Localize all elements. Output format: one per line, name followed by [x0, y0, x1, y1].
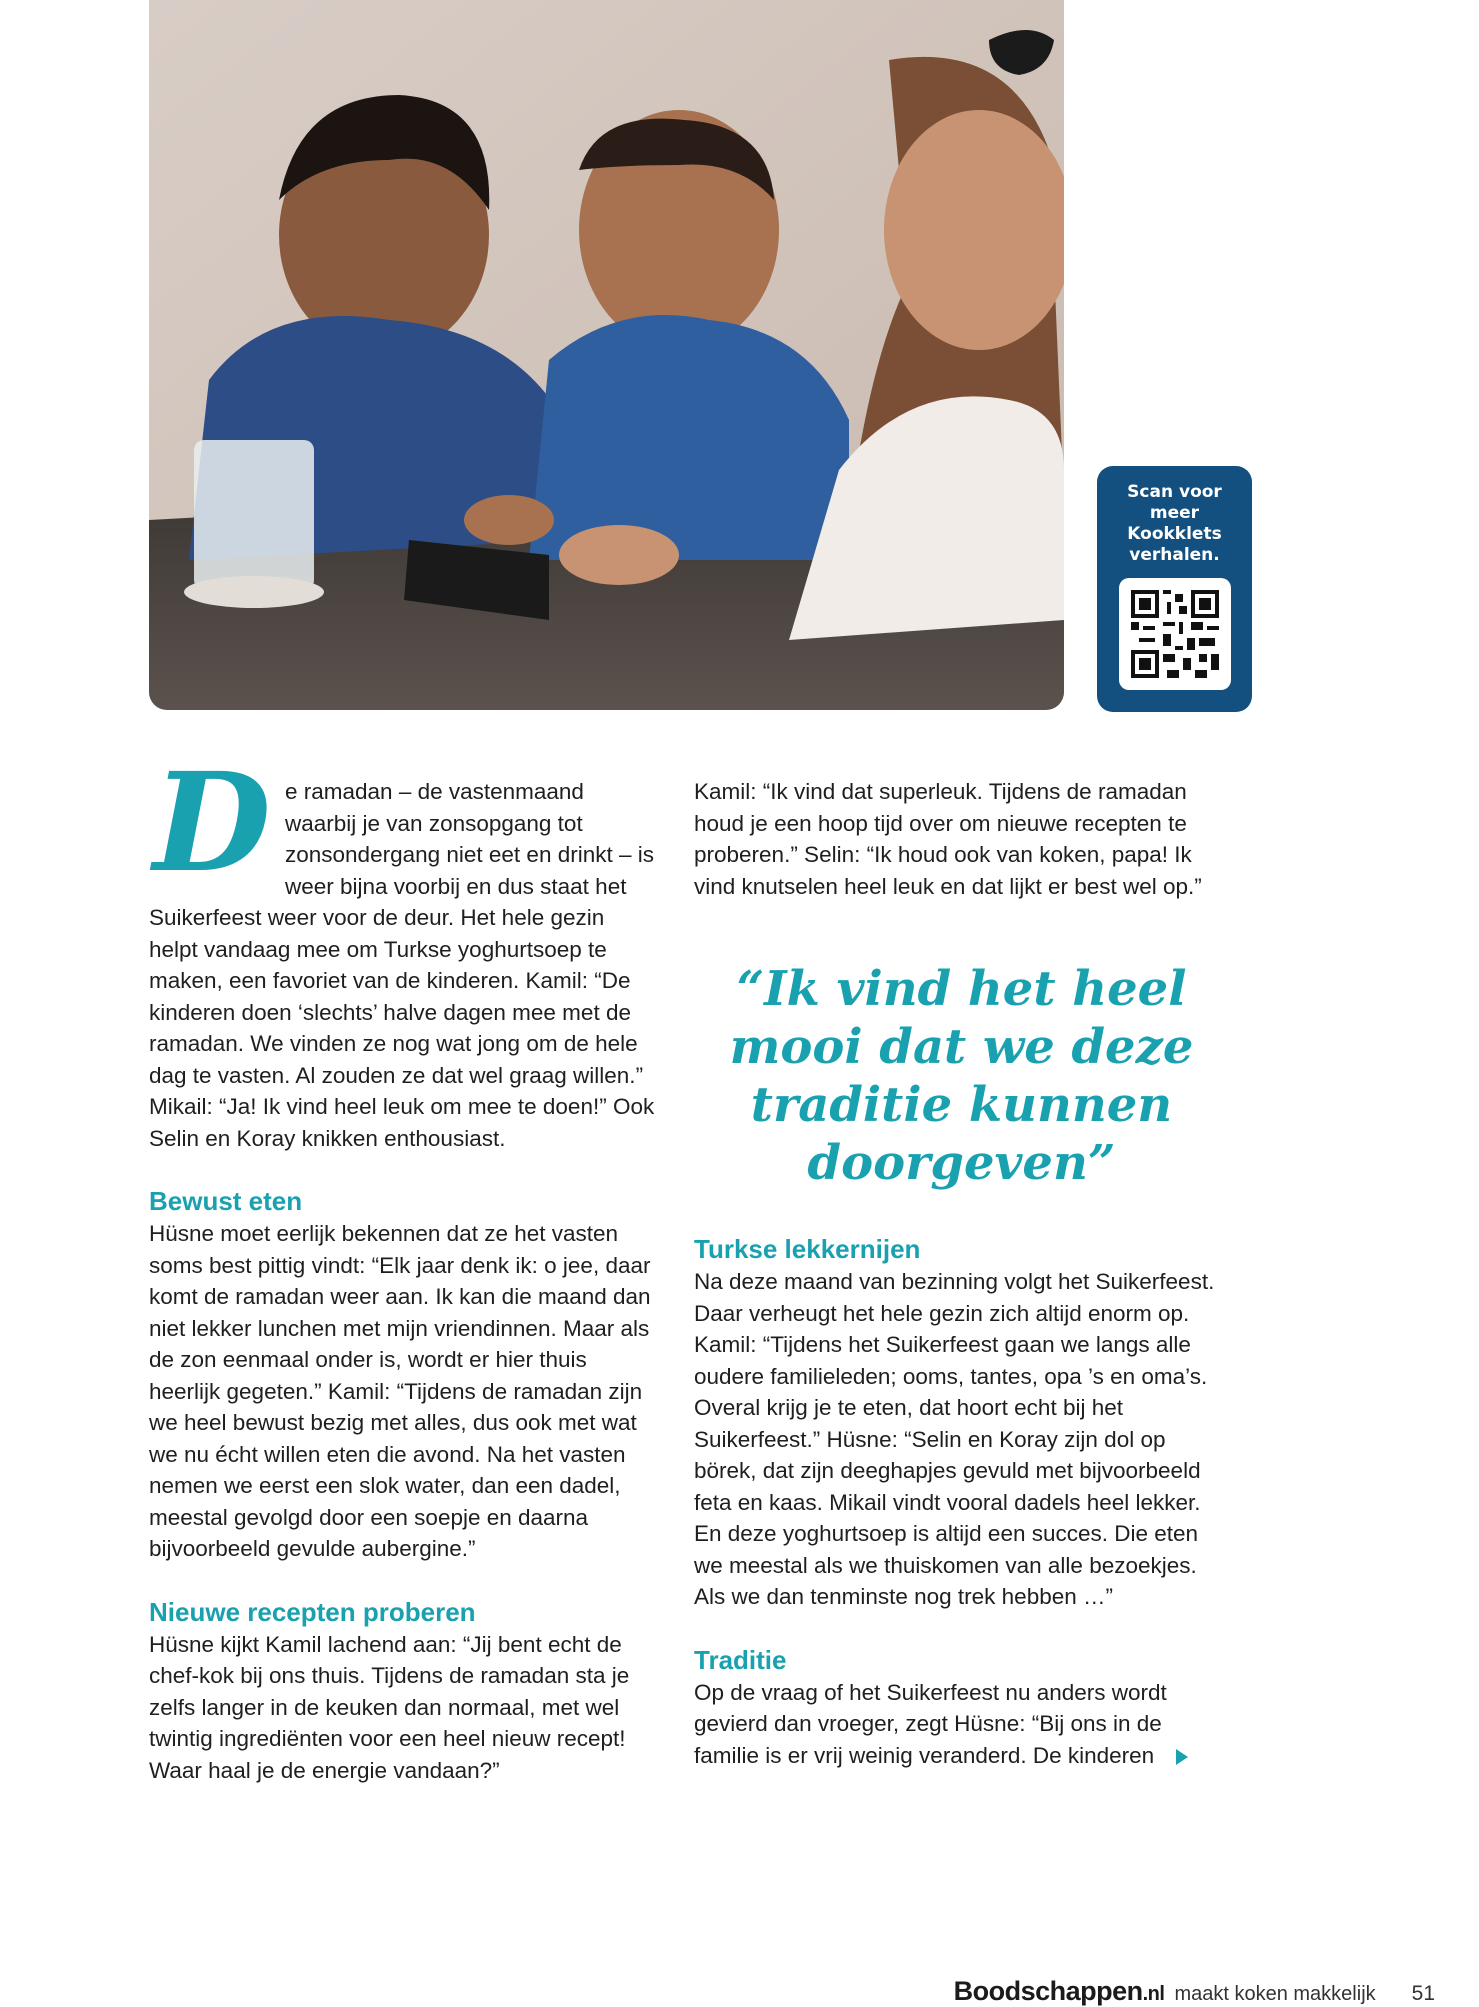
right-intro-paragraph: Kamil: “Ik vind dat superleuk. Tijdens de ramadan houd je een hoop tijd over om nieuwe recepten te proberen.” Selin: “Ik houd ook van koken, papa! Ik vind knutselen heel leuk en dat lijkt er best wel op.” — [694, 779, 1202, 899]
section-bewust-eten-body: Hüsne moet eerlijk bekennen dat ze het vasten soms best pittig vindt: “Elk jaar denk ik: o jee, daar komt de ramadan weer aan. Ik kan die maand dan niet lekker lunchen met mijn vriendinnen. Maar als de zon eenmaal onder is, wordt er hier thuis heerlijk gegeten.” Kamil: “Tijdens de ramadan zijn we heel bewust bezig met alles, dus ook met wat we nu écht willen eten die avond. Na het vasten nemen we eerst een slok water, dan een dadel, meestal gevolgd door een soepje en daarna bijvoorbeeld gevulde aubergine.” — [149, 1221, 651, 1561]
svg-text:D: D — [153, 762, 271, 882]
page-number: 51 — [1411, 1982, 1435, 2005]
qr-code-icon[interactable] — [1119, 578, 1231, 690]
brand-name: Boodschappen — [953, 1976, 1143, 2006]
section-turkse-lekkernijen-body: Na deze maand van bezinning volgt het Suikerfeest. Daar verheugt het hele gezin zich altijd enorm op. Kamil: “Tijdens het Suikerfeest gaan we langs alle oudere familieleden; ooms, tantes, opa ’s en oma’s. Overal krijg je te eten, dat hoort echt bij het Suikerfeest.” Hüsne: “Selin en Koray zijn dol op börek, dat zijn deeghapjes gevuld met bijvoorbeeld feta en kaas. Mikail vindt vooral dadels heel lekker. En deze yoghurtsoep is altijd een succes. Die eten we meestal als we thuiskomen van alle bezoekjes. Als we dan tenminste nog trek hebben …” — [694, 1269, 1215, 1609]
section-traditie-text: Op de vraag of het Suikerfeest nu anders wordt gevierd dan vroeger, zegt Hüsne: “Bij ons in de familie is er vrij weinig veranderd. De kinderen — [694, 1679, 1167, 1768]
hero-photo — [149, 0, 1064, 710]
article-column-left — [149, 762, 659, 1786]
qr-card-text: Scan voor meer Kookklets verhalen. — [1127, 482, 1222, 565]
dropcap — [149, 762, 279, 882]
article-column-right — [694, 776, 1229, 1771]
intro-paragraph — [149, 762, 659, 1154]
intro-text: e ramadan – de vastenmaand waarbij je van zonsopgang tot zonsondergang niet eet en drinkt – is weer bijna voorbij en dus staat het Suikerfeest weer voor de deur. Het hele gezin helpt vandaag mee om Turkse yoghurtsoep te maken, een favoriet van de kinderen. Kamil: “De kinderen doen ‘slechts’ halve dagen mee met de ramadan. We vinden ze nog wat jong om de hele dag te vasten. Al zouden ze dat wel graag willen.” Mikail: “Ja! Ik vind heel leuk om mee te doen!” Ook Selin en Koray knikken enthousiast. — [149, 779, 655, 1151]
heading-traditie: Traditie — [694, 1644, 787, 1675]
heading-turkse-lekkernijen: Turkse lekkernijen — [694, 1234, 921, 1264]
heading-bewust-eten: Bewust eten — [149, 1186, 303, 1216]
section-traditie-body — [694, 1677, 1229, 1772]
heading-nieuwe-recepten: Nieuwe recepten proberen — [149, 1596, 476, 1627]
page-footer — [954, 1976, 1435, 2006]
section-nieuwe-recepten-body: Hüsne kijkt Kamil lachend aan: “Jij bent echt de chef-kok bij ons thuis. Tijdens de ramadan sta je zelfs langer in de keuken dan normaal, met wel twintig ingrediënten voor een heel nieuw recept! Waar haal je de energie vandaan?” — [149, 1631, 630, 1783]
footer-tagline: maakt koken makkelijk — [1174, 1983, 1376, 2005]
brand-tld: .nl — [1142, 1983, 1165, 2005]
continue-arrow-icon[interactable] — [1176, 1749, 1188, 1765]
qr-promo-card[interactable] — [1097, 466, 1252, 712]
pull-quote: “Ik vind het heel mooi dat we deze traditie kunnen doorgeven” — [729, 961, 1194, 1191]
footer-brand[interactable] — [954, 1976, 1165, 2007]
